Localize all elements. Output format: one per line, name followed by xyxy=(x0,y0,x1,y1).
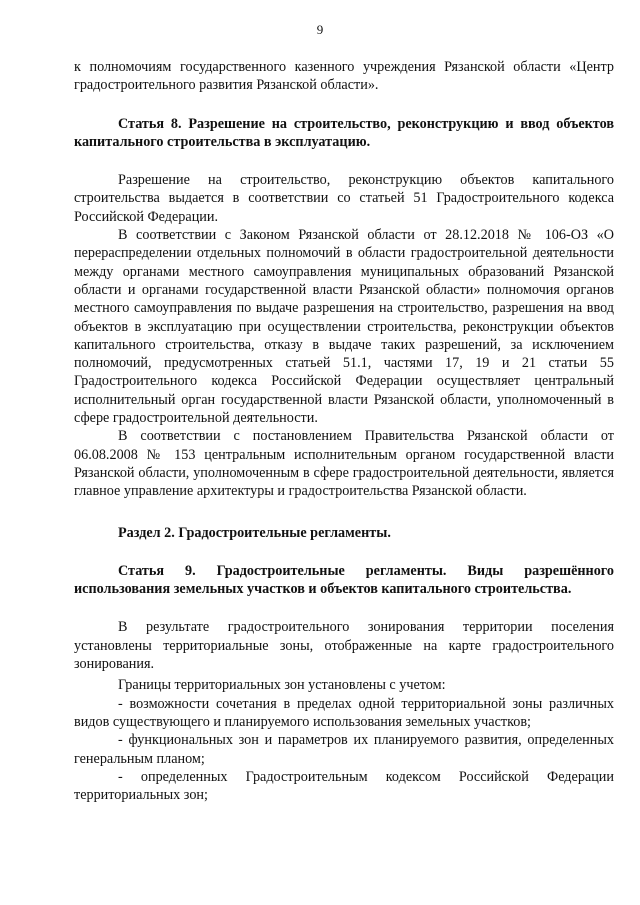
intro-paragraph: к полномочиям государственного казенного учреждения Рязанской области «Центр градостроительного развития Рязанской области». xyxy=(74,59,614,94)
list-item-3: - определенных Градостроительным кодексом Российской Федерации территориальных зон; xyxy=(74,768,614,804)
article-9-title: Статья 9. Градостроительные регламенты. Виды разрешённого использования земельных участков и объектов капитального строительства. xyxy=(74,562,614,598)
list-item-1: - возможности сочетания в пределах одной территориальной зоны различных видов существующего и планируемого использования земельных участков; xyxy=(74,695,614,730)
article-9-paragraph-1: В результате градостроительного зонирования территории поселения установлены территориальные зоны, отображенные на карте градостроительного зонирования. xyxy=(74,619,614,673)
page-number: 9 xyxy=(316,22,324,37)
page-content xyxy=(74,58,614,804)
article-8-paragraph-2: В соответствии с Законом Рязанской области от 28.12.2018 № 106-ОЗ «О перераспределении отдельных полномочий в области градостроительной деятельности между органами местного самоуправления муниципальных образований Рязанской области и органами государственной власти Рязанской области» полномочия органов местного самоуправления по выдаче разрешения на строительство, разрешения на ввод объектов в эксплуатацию при осуществлении строительства, реконструкции объектов капитального строительства, отказу в выдаче таких разрешений, за исключением полномочий, предусмотренных статьей 51.1, частями 17, 19 и 21 статьи 55 Градостроительного кодекса Российской Федерации осуществляет центральный исполнительный орган государственной власти Рязанской области, уполномоченный в сфере градостроительной деятельности. xyxy=(74,227,614,427)
article-8-paragraph-1: Разрешение на строительство, реконструкцию объектов капитального строительства выдается в соответствии со статьей 51 Градостроительного кодекса Российской Федерации. xyxy=(74,172,614,225)
article-9-paragraph-2: Границы территориальных зон установлены с учетом: xyxy=(118,677,446,694)
section-2-title: Раздел 2. Градостроительные регламенты. xyxy=(118,524,391,541)
article-8-title: Статья 8. Разрешение на строительство, реконструкцию и ввод объектов капитального строительства в эксплуатацию. xyxy=(74,115,614,150)
list-item-2: - функциональных зон и параметров их планируемого развития, определенных генеральным планом; xyxy=(74,732,614,767)
article-8-paragraph-3: В соответствии с постановлением Правительства Рязанской области от 06.08.2008 № 153 центральным исполнительным органом государственной власти Рязанской области, уполномоченным в сфере градостроительной деятельности, является главное управление архитектуры и градостроительства Рязанской области. xyxy=(74,428,614,500)
